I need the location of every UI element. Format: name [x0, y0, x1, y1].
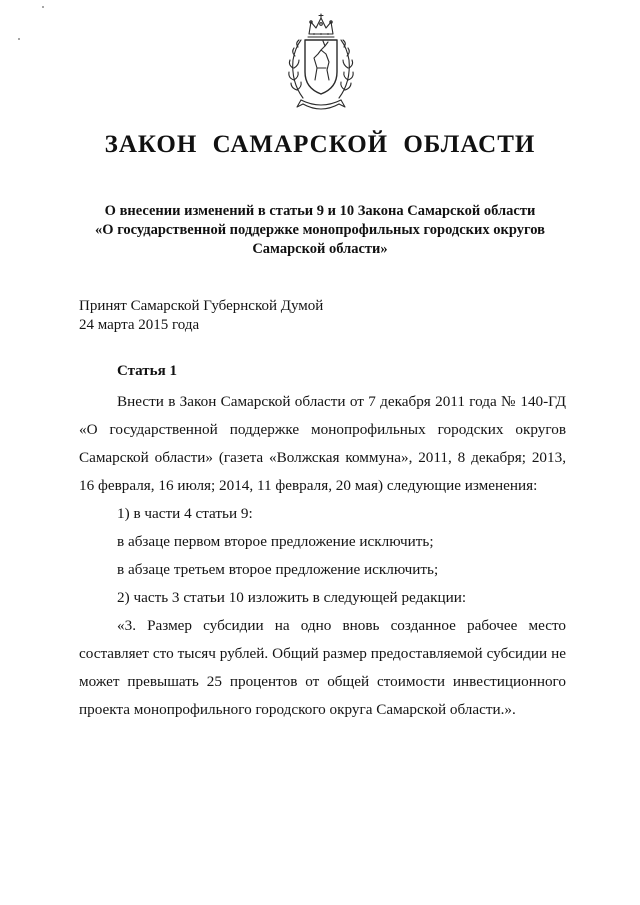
paragraph-line: проекта монопрофильного городского округа Самарской области.». — [79, 701, 516, 718]
coat-of-arms-emblem — [281, 10, 361, 120]
paragraph-line: может превышать 25 процентов от общей стоимости инвестиционного — [79, 673, 566, 690]
adopted-by: Принят Самарской Губернской Думой — [79, 298, 324, 314]
subtitle-line: Самарской области» — [252, 241, 388, 257]
amendment-item: в абзаце первом второе предложение исключить; — [117, 533, 434, 550]
article-body — [79, 388, 566, 724]
quoted-amendment — [79, 612, 566, 724]
subtitle-line: О внесении изменений в статьи 9 и 10 Закона Самарской области — [104, 203, 536, 219]
adoption-date: 24 марта 2015 года — [79, 317, 200, 333]
scan-speck — [42, 6, 44, 8]
paragraph-line: «О государственной поддержке монопрофильных городских округов — [79, 421, 566, 438]
scan-speck — [18, 38, 20, 40]
intro-paragraph — [79, 388, 566, 500]
paragraph-line: составляет сто тысяч рублей. Общий размер предоставляемой субсидии не — [79, 645, 566, 662]
paragraph-line: Самарской области» (газета «Волжская коммуна», 2011, 8 декабря; 2013, — [79, 449, 566, 466]
paragraph-line: Внести в Закон Самарской области от 7 декабря 2011 года № 140-ГД — [117, 393, 566, 410]
paragraph-line: «3. Размер субсидии на одно вновь созданное рабочее место — [117, 617, 566, 634]
paragraph-line: 16 февраля, 16 июля; 2014, 11 февраля, 20 мая) следующие изменения: — [79, 477, 538, 494]
amendment-item: 1) в части 4 статьи 9: — [117, 505, 253, 522]
law-title: ЗАКОН САМАРСКОЙ ОБЛАСТИ — [104, 131, 536, 158]
law-subtitle — [40, 202, 600, 259]
adoption-note — [79, 297, 323, 335]
subtitle-line: «О государственной поддержке монопрофильных городских округов — [95, 222, 545, 238]
amendment-item: 2) часть 3 статьи 10 изложить в следующей редакции: — [117, 589, 467, 606]
amendment-item: в абзаце третьем второе предложение исключить; — [117, 561, 439, 578]
article-heading: Статья 1 — [117, 363, 177, 379]
